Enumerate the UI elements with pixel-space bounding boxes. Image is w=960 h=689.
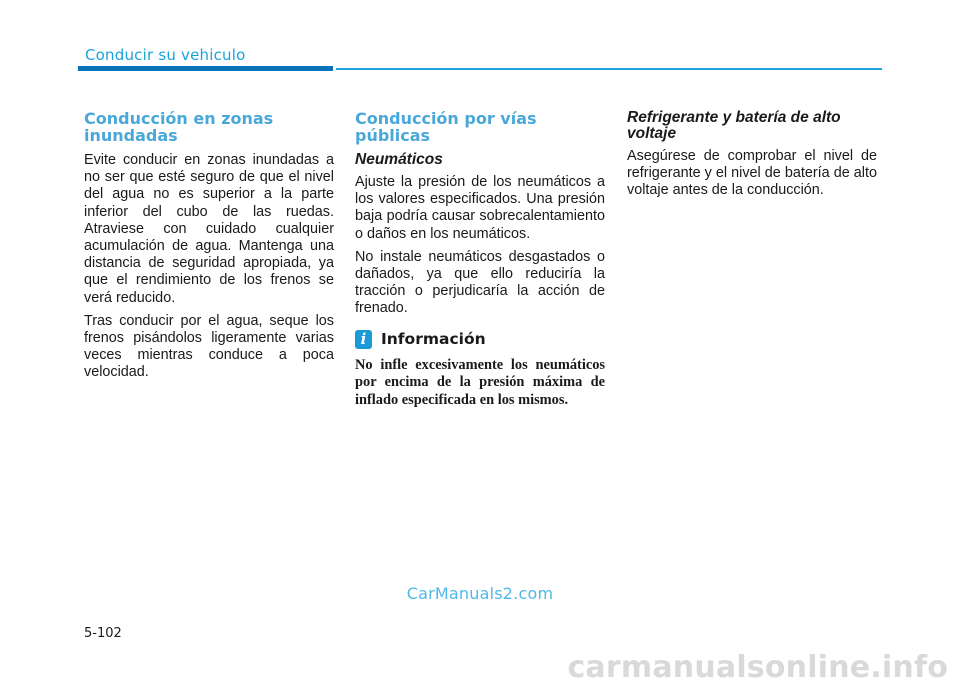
header-bar-thin — [336, 68, 882, 70]
info-title: Información — [381, 330, 486, 349]
flood-paragraph-2: Tras conducir por el agua, seque los frenos pisándolos ligeramente varias veces mientras conduce a poca velocidad. — [84, 312, 334, 381]
watermark-link[interactable] — [0, 584, 960, 604]
footer-watermark: carmanualsonline.info — [567, 650, 948, 685]
column-flood — [84, 110, 334, 388]
watermark-text: CarManuals2.com — [406, 584, 554, 603]
flood-paragraph-1: Evite conducir en zonas inundadas a no ser que esté seguro de que el nivel del agua no es superior a la parte inferior del cubo de las ruedas. Atraviese con cuidado cualquier acumulación de agua. Mantenga una distancia de seguridad apropiada, ya que el rendimiento de los frenos se verá reducido. — [84, 152, 334, 306]
tires-paragraph-1: Ajuste la presión de los neumáticos a los valores especificados. Una presión baja podría causar sobrecalentamiento o daños en los neumáticos. — [355, 174, 605, 242]
column-coolant — [627, 110, 877, 206]
header-bar-thick — [78, 66, 333, 71]
section-header-title: Conducir su vehiculo — [85, 46, 246, 64]
page-number: 5-102 — [84, 626, 122, 641]
column-public-roads — [355, 110, 605, 409]
flood-heading: Conducción en zonas inundadas — [84, 109, 274, 145]
tires-subheading: Neumáticos — [355, 151, 443, 168]
public-roads-heading: Conducción por vías públicas — [355, 109, 537, 145]
tires-paragraph-2: No instale neumáticos desgastados o dañados, ya que ello reduciría la tracción o perjudicaría la acción de frenado. — [355, 248, 605, 317]
coolant-paragraph-1: Asegúrese de comprobar el nivel de refrigerante y el nivel de batería de alto voltaje antes de la conducción. — [627, 148, 877, 199]
info-text: No infle excesivamente los neumáticos por encima de la presión máxima de inflado especificada en los mismos. — [355, 356, 605, 408]
info-box — [355, 330, 605, 410]
info-i-icon: i — [355, 330, 372, 349]
info-header — [355, 330, 605, 349]
coolant-subheading: Refrigerante y batería de alto voltaje — [627, 109, 841, 142]
